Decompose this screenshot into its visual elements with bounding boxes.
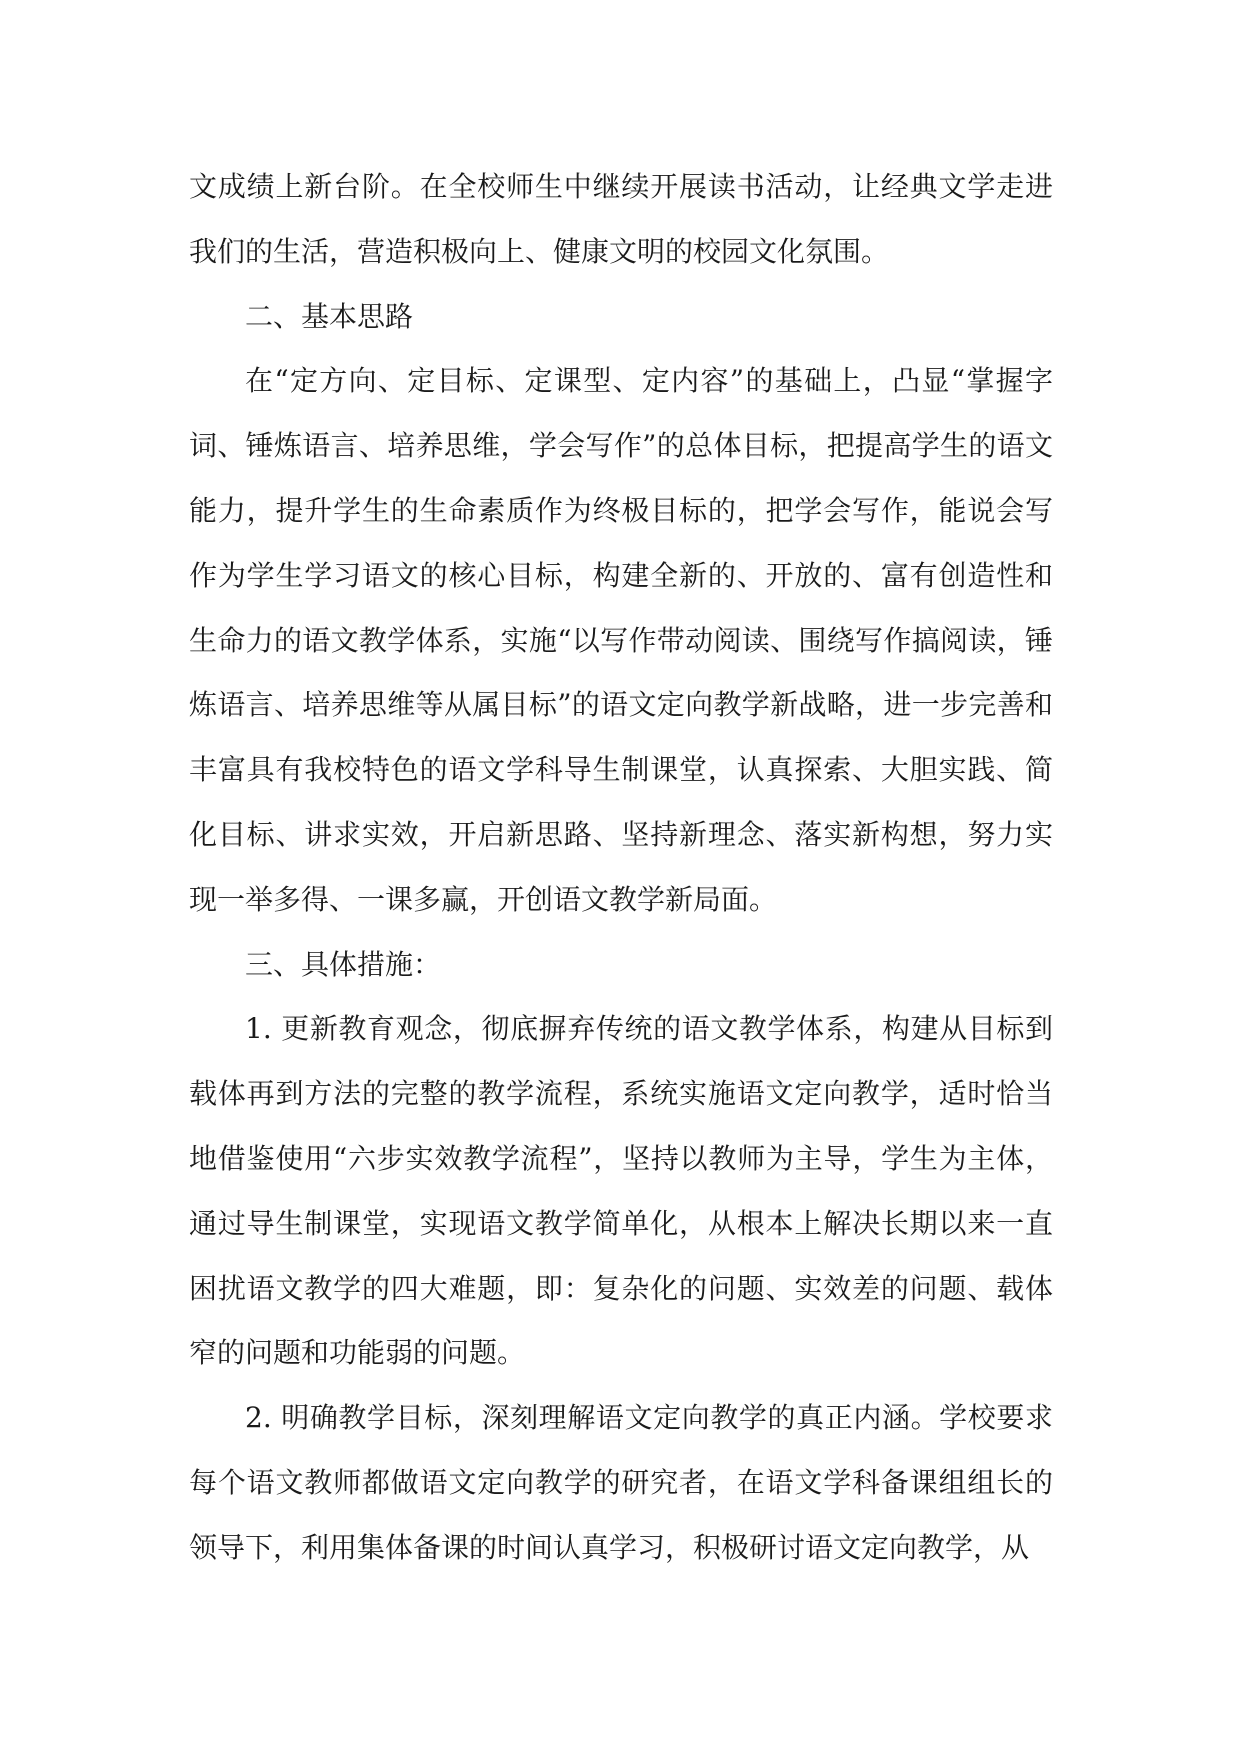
document-body bbox=[189, 155, 1053, 1581]
paragraph-measure-2: 2. 明确教学目标，深刻理解语文定向教学的真正内涵。学校要求每个语文教师都做语文定向教学的研究者，在语文学科备课组组长的领导下，利用集体备课的时间认真学习，积极研讨语文定向教学，从 bbox=[189, 1401, 1053, 1564]
paragraph-basic-approach: 在“定方向、定目标、定课型、定内容”的基础上，凸显“掌握字词、锤炼语言、培养思维，学会写作”的总体目标，把提高学生的语文能力，提升学生的生命素质作为终极目标的，把学会写作，能说会写作为学生学习语文的核心目标，构建全新的、开放的、富有创造性和生命力的语文教学体系，实施“以写作带动阅读、围绕写作搞阅读，锤炼语言、培养思维等从属目标”的语文定向教学新战略，进一步完善和丰富具有我校特色的语文学科导生制课堂，认真探索、大胆实践、简化目标、讲求实效，开启新思路、坚持新理念、落实新构想，努力实现一举多得、一课多赢，开创语文教学新局面。 bbox=[189, 364, 1053, 916]
section-heading-basic-approach: 二、基本思路 bbox=[245, 299, 414, 333]
paragraph-measure-1: 1. 更新教育观念，彻底摒弃传统的语文教学体系，构建从目标到载体再到方法的完整的教学流程，系统实施语文定向教学，适时恰当地借鉴使用“六步实效教学流程”，坚持以教师为主导，学生为主体，通过导生制课堂，实现语文教学简单化，从根本上解决长期以来一直困扰语文教学的四大难题，即：复杂化的问题、实效差的问题、载体窄的问题和功能弱的问题。 bbox=[189, 1012, 1053, 1370]
section-heading-specific-measures: 三、具体措施： bbox=[245, 947, 442, 981]
paragraph-continuation: 文成绩上新台阶。在全校师生中继续开展读书活动，让经典文学走进我们的生活，营造积极向上、健康文明的校园文化氛围。 bbox=[189, 170, 1053, 268]
